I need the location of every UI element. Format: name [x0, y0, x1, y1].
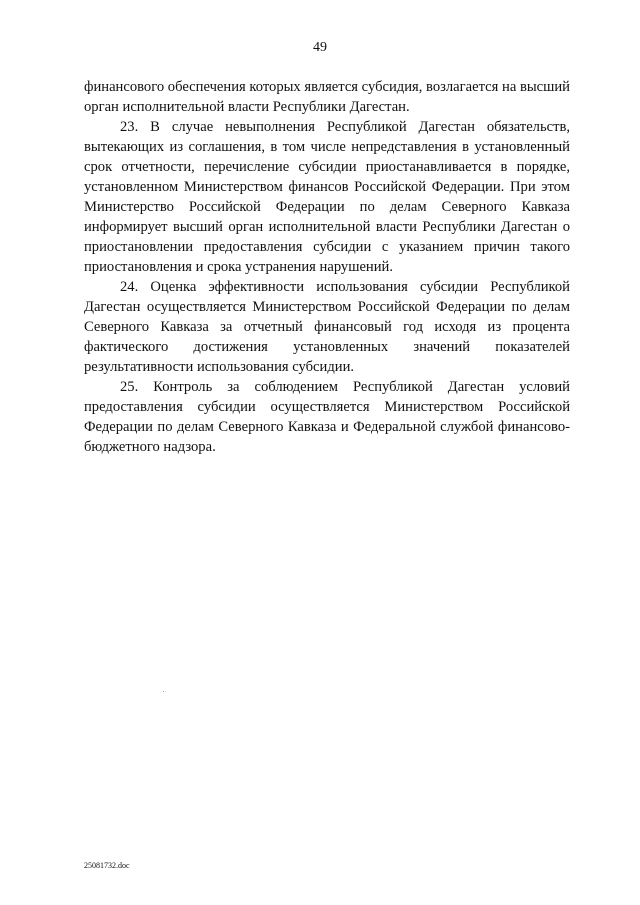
paragraph-item-25: 25. Контроль за соблюдением Республикой Дагестан условий предоставления субсидии осуществляется Министерством Российской Федерации по делам Северного Кавказа и Федеральной службой финансово-бюджетного надзора. [84, 379, 570, 455]
paragraph-continuation: финансового обеспечения которых является субсидия, возлагается на высший орган исполнительной власти Республики Дагестан. [84, 79, 570, 115]
scan-speck [163, 691, 164, 692]
paragraph-item-24: 24. Оценка эффективности использования субсидии Республикой Дагестан осуществляется Министерством Российской Федерации по делам Северного Кавказа за отчетный финансовый год исходя из процента фактического достижения установленных значений показателей результативности использования субсидии. [84, 279, 570, 375]
page-number: 49 [313, 40, 327, 55]
document-body [84, 77, 570, 457]
footer-filename: 25081732.doc [84, 861, 130, 870]
paragraph-item-23: 23. В случае невыполнения Республикой Дагестан обязательств, вытекающих из соглашения, в том числе непредставления в установленный срок отчетности, перечисление субсидии приостанавливается в порядке, установленном Министерством финансов Российской Федерации. При этом Министерство Российской Федерации по делам Северного Кавказа информирует высший орган исполнительной власти Республики Дагестан о приостановлении предоставления субсидии с указанием причин такого приостановления и срока устранения нарушений. [84, 119, 570, 275]
